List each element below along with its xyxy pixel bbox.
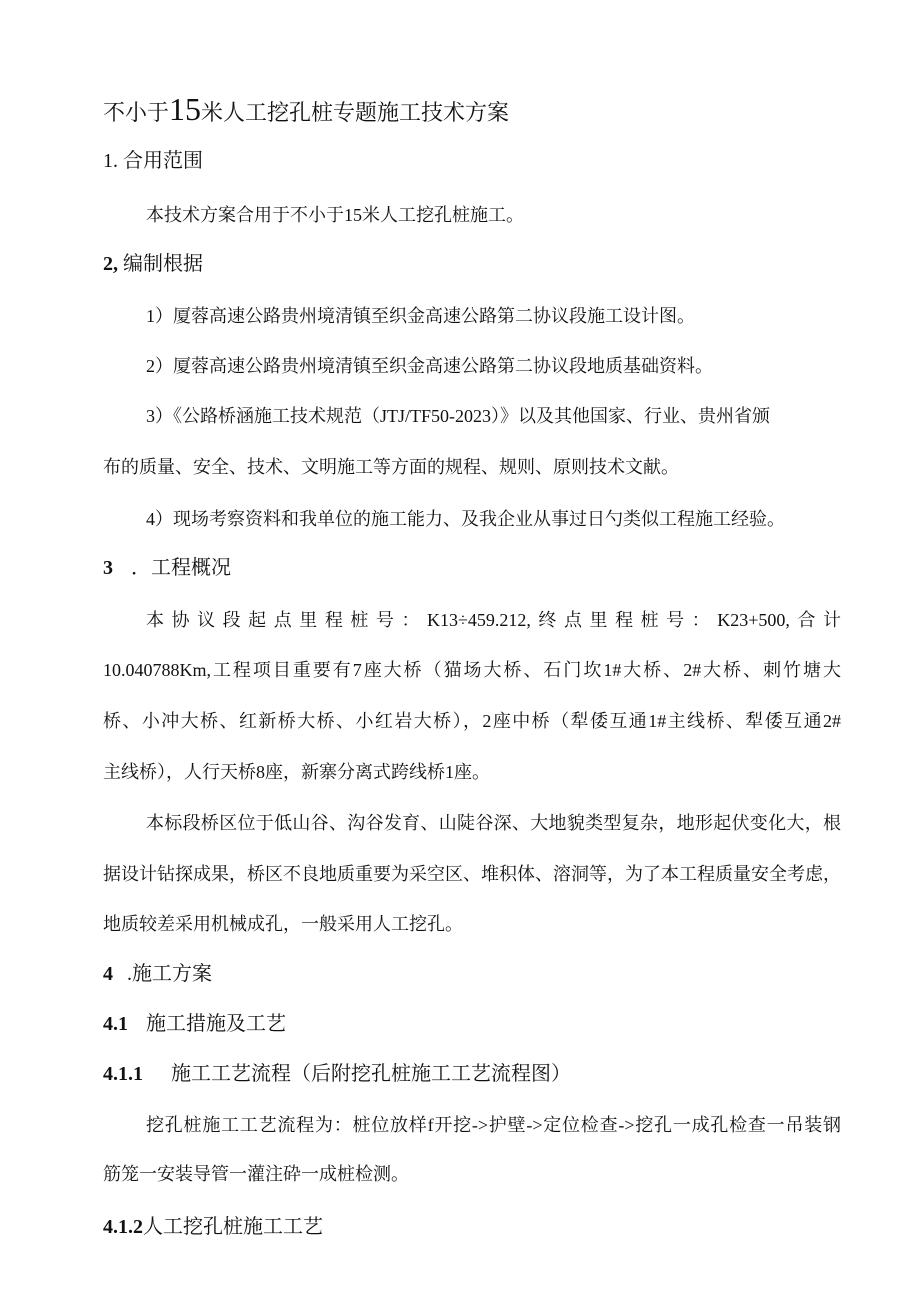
overview-p2-line-2: 据设计钻探成果，桥区不良地质重要为采空区、堆积体、溶洞等，为了本工程质量安全考虑， (103, 864, 841, 884)
section-1-body: 本技术方案合用于不小于15米人工挖孔桩施工。 (146, 205, 524, 225)
section-3-title: ．工程概况 (131, 557, 231, 579)
section-4-1-2-heading (103, 1214, 323, 1240)
section-4-1-1-heading (103, 1061, 571, 1087)
basis-item-4: 4）现场考察资料和我单位的施工能力、及我企业从事过日勺类似工程施工经验。 (146, 509, 785, 529)
section-4-1-number: 4.1 (103, 1013, 128, 1035)
section-2-number: 2, (103, 253, 118, 275)
title-number: 15 (169, 91, 202, 127)
section-2-heading (103, 251, 203, 277)
section-4-title: .施工方案 (127, 963, 212, 985)
section-4-number: 4 (103, 963, 113, 985)
section-4-1-1-title: 施工工艺流程（后附挖孔桩施工工艺流程图） (171, 1063, 571, 1085)
basis-item-3-cont: 布的质量、安全、技术、文明施工等方面的规程、规则、原则技术文献。 (103, 457, 679, 477)
section-4-1-title: 施工措施及工艺 (146, 1013, 286, 1035)
overview-p1-line-1: 本协议段起点里程桩号：K13÷459.212,终点里程桩号：K23+500,合计 (146, 610, 841, 630)
basis-item-2: 2）厦蓉高速公路贵州境清镇至织金高速公路第二协议段地质基础资料。 (146, 356, 713, 376)
title-prefix: 不小于 (103, 100, 170, 125)
overview-p2-line-3: 地质较差采用机械成孔，一般采用人工挖孔。 (103, 914, 463, 934)
overview-p1-line-4: 主线桥），人行天桥8座，新寨分离式跨线桥1座。 (103, 762, 490, 782)
section-3-number: 3 (103, 557, 113, 579)
section-4-1-2-number: 4.1.2 (103, 1216, 143, 1238)
basis-item-1: 1）厦蓉高速公路贵州境清镇至织金高速公路第二协议段施工设计图。 (146, 306, 695, 326)
section-4-heading (103, 961, 212, 987)
process-flow-line-2: 筋笼一安装导管一灌注砕一成桩检测。 (103, 1164, 409, 1184)
overview-p1-line-3: 桥、小冲大桥、红新桥大桥、小红岩大桥），2座中桥（犁倭互通1#主线桥、犁倭互通2# (103, 711, 841, 731)
document-title (103, 92, 509, 130)
section-4-1-1-number: 4.1.1 (103, 1063, 143, 1085)
section-2-title: 编制根据 (118, 253, 203, 275)
process-flow-line-1: 挖孔桩施工工艺流程为：桩位放样f开挖->护壁->定位检查->挖孔一成孔检查一吊装钢 (146, 1115, 841, 1135)
section-4-1-2-title: 人工挖孔桩施工工艺 (143, 1216, 323, 1238)
section-4-1-heading (103, 1011, 286, 1037)
overview-p1-line-2: 10.040788Km,工程项目重要有7座大桥（猫场大桥、石门坎1#大桥、2#大桥、刺竹塘大 (103, 660, 841, 680)
title-suffix: 米人工挖孔桩专题施工技术方案 (201, 100, 510, 125)
basis-item-3: 3）《公路桥涵施工技术规范（JTJ/TF50-2023）》以及其他国家、行业、贵州省颁 (146, 406, 771, 426)
section-3-heading (103, 555, 231, 581)
overview-p2-line-1: 本标段桥区位于低山谷、沟谷发育、山陡谷深、大地貌类型复杂，地形起伏变化大，根 (146, 813, 841, 833)
section-1-heading: 1. 合用范围 (103, 150, 203, 172)
